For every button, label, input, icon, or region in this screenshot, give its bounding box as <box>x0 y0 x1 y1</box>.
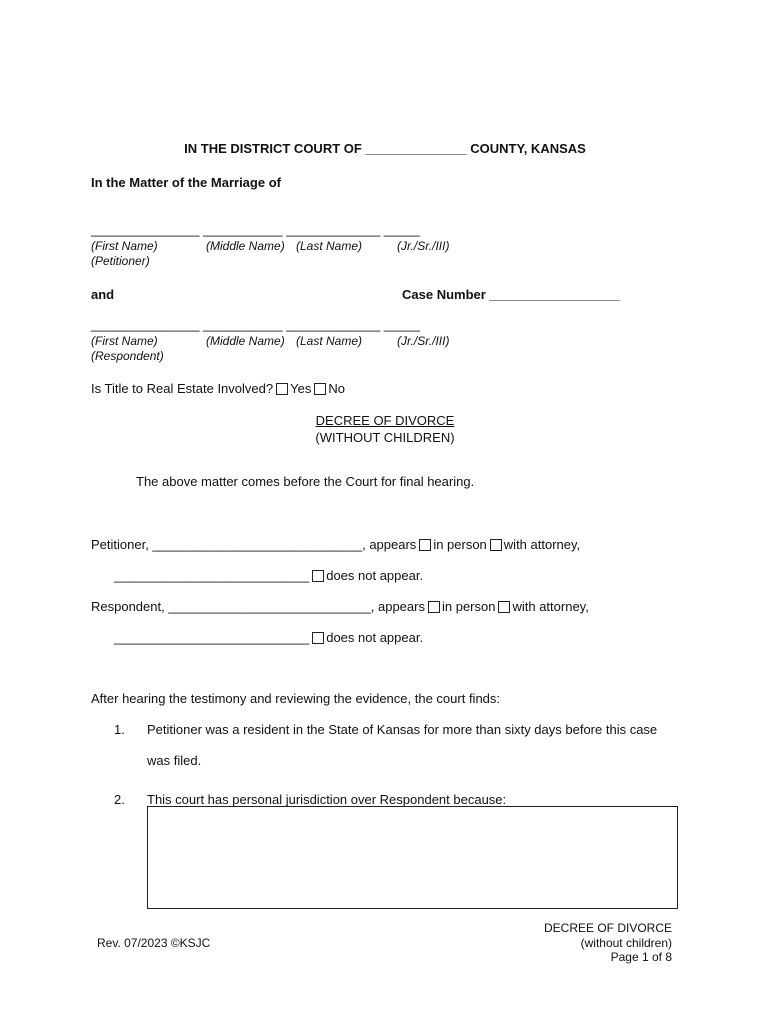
respondent-name-blanks[interactable]: _______________ ___________ _____________ _____ <box>91 317 420 332</box>
finding-1-text-line2: was filed. <box>147 753 202 768</box>
petitioner-does-not-appear-label: does not appear. <box>326 568 424 583</box>
real-estate-no-checkbox[interactable] <box>314 383 326 395</box>
petitioner-name-blanks[interactable]: _______________ ___________ _____________ _____ <box>91 222 420 237</box>
petitioner-appearance-text[interactable]: Petitioner, _____________________________, appears <box>91 537 417 552</box>
respondent-with-attorney-checkbox[interactable] <box>498 601 510 613</box>
respondent-appearance-row <box>91 599 589 614</box>
petitioner-in-person-checkbox[interactable] <box>419 539 431 551</box>
real-estate-no-label: No <box>328 381 345 396</box>
respondent-appearance-text[interactable]: Respondent, ____________________________, appears <box>91 599 425 614</box>
footer-doc-title: DECREE OF DIVORCE <box>543 921 672 935</box>
petitioner-attorney-row <box>114 568 423 583</box>
matter-caption: In the Matter of the Marriage of <box>91 175 281 190</box>
respondent-role-label: (Respondent) <box>91 349 164 363</box>
real-estate-question: Is Title to Real Estate Involved? <box>91 381 274 396</box>
real-estate-yes-label: Yes <box>290 381 312 396</box>
petitioner-attorney-blank[interactable]: ___________________________ <box>114 568 310 583</box>
real-estate-row <box>91 381 345 396</box>
petitioner-role-label: (Petitioner) <box>91 254 150 268</box>
decree-title-wrap <box>0 413 770 428</box>
and-label: and <box>91 287 115 302</box>
respondent-does-not-appear-checkbox[interactable] <box>312 632 324 644</box>
court-title: IN THE DISTRICT COURT OF ______________ COUNTY, KANSAS <box>184 141 586 156</box>
respondent-first-name-label: (First Name) <box>91 334 158 348</box>
respondent-last-name-label: (Last Name) <box>296 334 363 348</box>
footer-doc-subtitle: (without children) <box>580 936 672 950</box>
respondent-in-person-label: in person <box>441 599 496 614</box>
jurisdiction-text-box[interactable] <box>147 806 678 909</box>
findings-intro: After hearing the testimony and reviewing the evidence, the court finds: <box>91 691 501 706</box>
petitioner-last-name-label: (Last Name) <box>296 239 363 253</box>
finding-1-number: 1. <box>114 722 125 737</box>
intro-text: The above matter comes before the Court for final hearing. <box>136 474 475 489</box>
finding-1-text-line1: Petitioner was a resident in the State of Kansas for more than sixty days before this case <box>147 722 658 737</box>
respondent-attorney-blank[interactable]: ___________________________ <box>114 630 310 645</box>
respondent-suffix-label: (Jr./Sr./III) <box>397 334 450 348</box>
petitioner-in-person-label: in person <box>433 537 487 552</box>
petitioner-with-attorney-checkbox[interactable] <box>490 539 502 551</box>
petitioner-first-name-label: (First Name) <box>91 239 158 253</box>
finding-2-text: This court has personal jurisdiction over Respondent because: <box>147 792 507 807</box>
revision-label: Rev. 07/2023 ©KSJC <box>97 936 211 950</box>
respondent-in-person-checkbox[interactable] <box>428 601 440 613</box>
decree-subtitle: (WITHOUT CHILDREN) <box>315 430 455 445</box>
petitioner-appearance-row <box>91 537 580 552</box>
real-estate-yes-checkbox[interactable] <box>276 383 288 395</box>
respondent-does-not-appear-label: does not appear. <box>326 630 424 645</box>
petitioner-with-attorney-label: with attorney, <box>503 537 581 552</box>
respondent-middle-name-label: (Middle Name) <box>206 334 285 348</box>
petitioner-does-not-appear-checkbox[interactable] <box>312 570 324 582</box>
case-number-field[interactable]: Case Number __________________ <box>402 287 620 302</box>
petitioner-suffix-label: (Jr./Sr./III) <box>397 239 450 253</box>
decree-title: DECREE OF DIVORCE <box>315 413 455 428</box>
footer-page-number: Page 1 of 8 <box>610 950 672 964</box>
respondent-with-attorney-label: with attorney, <box>512 599 589 614</box>
finding-2-number: 2. <box>114 792 125 807</box>
respondent-attorney-row <box>114 630 423 645</box>
petitioner-middle-name-label: (Middle Name) <box>206 239 285 253</box>
